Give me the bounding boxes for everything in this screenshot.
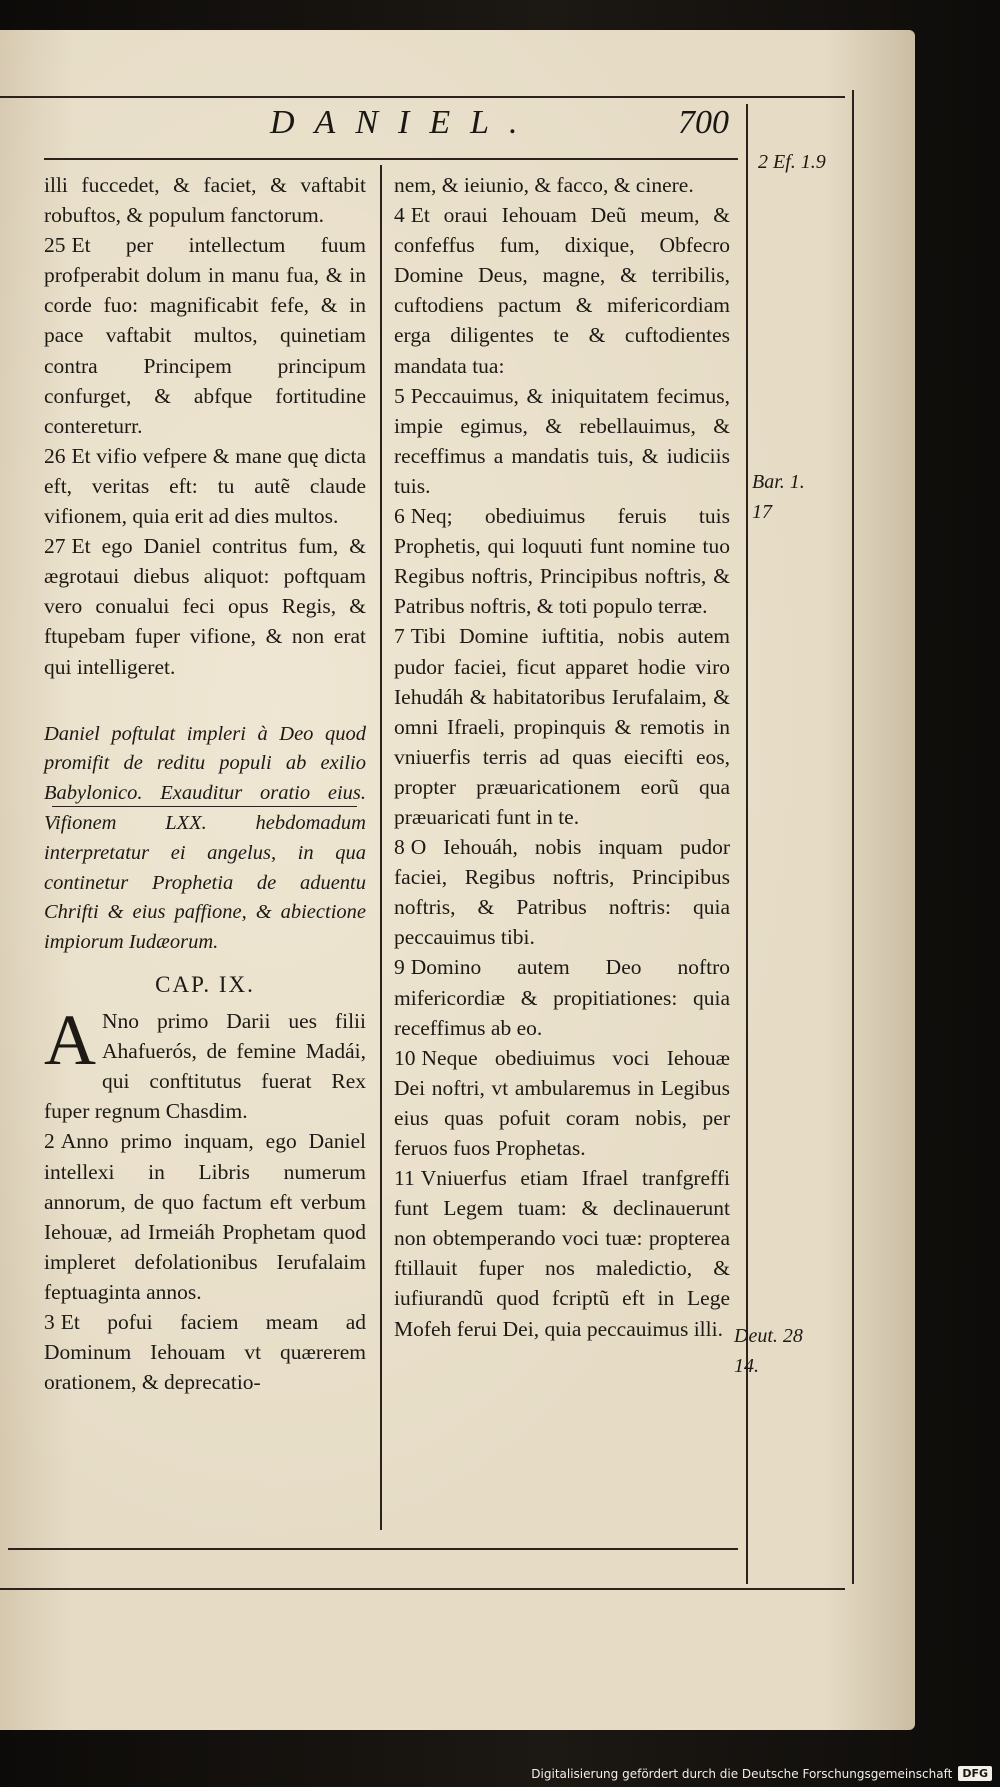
verse-8 xyxy=(394,832,730,952)
top-rule xyxy=(0,96,845,98)
verse-10 xyxy=(394,1043,730,1163)
verse-text: Neque obediuimus voci Iehouæ Dei noftri, vt ambularemus in Legibus eius quas pofuit coram nobis, per feruos fuos Prophetas. xyxy=(394,1045,730,1160)
verse-text: Et vifio vefpere & mane quę dicta eft, veritas eft: tu autẽ claude vifionem, quia erit ad dies multos. xyxy=(44,443,366,529)
left-column xyxy=(44,170,366,1397)
verse-9 xyxy=(394,952,730,1042)
column-bottom-rule xyxy=(8,1548,738,1550)
chapter-summary: Daniel poftulat impleri à Deo quod promifit de reditu populi ab exilio Babylonico. Exauditur oratio eius. Vifionem LXX. hebdomadum interpretatur ei angelus, in qua continetur Prophetia de aduentu Chrifti & eius paffione, & abiectione impiorum Iudæorum. xyxy=(44,722,366,954)
verse-text: Et per intellectum fuum profperabit dolum in manu fua, & in corde fuo: magnificabit fefe, & in pace vaftabit multos, quinetiam contra Principem principum confurget, & abfque fortitudine contereturr. xyxy=(44,233,366,438)
verse-number: 26 xyxy=(44,443,66,468)
verse-number: 11 xyxy=(394,1166,415,1191)
verse-3 xyxy=(44,1307,366,1397)
continued-verse: illi fuccedet, & faciet, & vaftabit robuftos, & populum fanctorum. xyxy=(44,173,366,228)
verse-text: Tibi Domine iuftitia, nobis autem pudor faciei, ficut apparet hodie viro Iehudáh & habitatoribus Ierufalaim, & omni Ifraeli, propinquis & remotis in vniuerfis terris ad quas eiecifti eos, propter præuaricationem eorũ qua præuaricati funt in te. xyxy=(394,624,730,829)
bottom-rule xyxy=(0,1588,845,1590)
outer-frame-right-rule xyxy=(852,90,854,1584)
margin-note-top: 2 Ef. 1.9 xyxy=(758,151,826,173)
margin-note-deut-verse: 14. xyxy=(734,1355,759,1377)
credit-text: Digitalisierung gefördert durch die Deutsche Forschungsgemeinschaft xyxy=(531,1766,953,1781)
verse-text: Nno primo Darii ues filii Ahafuerós, de femine Madái, qui conftitutus fuerat Rex fuper regnum Chasdim. xyxy=(44,1009,366,1124)
margin-note-bar: Bar. 1. xyxy=(752,471,805,493)
digitization-credit xyxy=(531,1766,992,1781)
verse-4 xyxy=(394,200,730,381)
verse-number: 27 xyxy=(44,534,66,559)
verse-25 xyxy=(44,230,366,441)
page-number: 700 xyxy=(678,104,729,141)
verse-5 xyxy=(394,381,730,501)
verse-number: 7 xyxy=(394,624,405,649)
margin-note-bar-verse: 17 xyxy=(752,501,772,523)
column-divider xyxy=(380,165,382,1530)
header-rule xyxy=(44,158,738,160)
drop-cap-initial: A xyxy=(44,1000,96,1081)
verse-number: 6 xyxy=(394,504,405,529)
margin-note-deut: Deut. 28 xyxy=(734,1325,803,1347)
verse-text: Et oraui Iehouam Deũ meum, & confeffus fum, dixique, Obfecro Domine Deus, magne, & terribilis, cuftodiens pactum & mifericordiam erga diligentes te & cuftodientes mandata tua: xyxy=(394,203,730,378)
verse-11 xyxy=(394,1163,730,1344)
continued-verse: nem, & ieiunio, & facco, & cinere. xyxy=(394,173,694,197)
verse-text: Anno primo inquam, ego Daniel intellexi in Libris numerum annorum, de quo factum eft verbum Iehouæ, ad Irmeiáh Prophetam quod impleret defolationibus Ierufalaim feptuaginta annos. xyxy=(44,1129,366,1304)
verse-26 xyxy=(44,441,366,531)
verse-1 xyxy=(44,1000,366,1126)
verse-text: Et ego Daniel contritus fum, & ægrotaui diebus aliquot: poftquam vero conualui feci opus Regis, & ftupebam fuper vifione, & non erat qui intelligeret. xyxy=(44,534,366,679)
verse-number: 3 xyxy=(44,1310,55,1334)
verse-2 xyxy=(44,1126,366,1307)
verse-text: Et pofui faciem meam ad Dominum Iehouam vt quærerem orationem, & deprecatio- xyxy=(44,1310,366,1395)
verse-text: Vniuerfus etiam Ifrael tranfgreffi funt Legem tuam: & declinauerunt non obtemperando voci tuæ: propterea ftillauit fuper nos maledictio, & iufiurandũ quod fcriptũ eft in Lege Mofeh ferui Dei, quia peccauimus illi. xyxy=(394,1166,730,1341)
verse-number: 2 xyxy=(44,1129,55,1154)
verse-text: Neq; obediuimus feruis tuis Prophetis, qui loquuti funt nomine tuo Regibus noftris, Principibus noftris, & Patribus noftris, & toti populo terræ. xyxy=(394,504,730,619)
verse-text: Peccauimus, & iniquitatem fecimus, impie egimus, & rebellauimus, & receffimus a mandatis tuis, & iudiciis tuis. xyxy=(394,383,730,498)
verse-7 xyxy=(394,621,730,832)
verse-number: 8 xyxy=(394,835,405,860)
right-column xyxy=(394,170,730,1344)
verse-text: Domino autem Deo noftro mifericordiæ & propitiationes: quia receffimus ab eo. xyxy=(394,955,730,1040)
verse-number: 10 xyxy=(394,1045,416,1070)
verse-number: 5 xyxy=(394,383,405,408)
chapter-heading: CAP. IX. xyxy=(155,971,255,997)
verse-27 xyxy=(44,531,366,681)
verse-6 xyxy=(394,501,730,621)
verse-number: 25 xyxy=(44,233,66,258)
verse-text: O Iehouáh, nobis inquam pudor faciei, Regibus noftris, Principibus noftris, & Patribus noftris: quia peccauimus tibi. xyxy=(394,835,730,950)
verse-number: 4 xyxy=(394,203,405,228)
verse-number: 9 xyxy=(394,955,405,980)
running-head-title: DANIEL. xyxy=(270,104,538,141)
dfg-logo: DFG xyxy=(958,1766,992,1781)
